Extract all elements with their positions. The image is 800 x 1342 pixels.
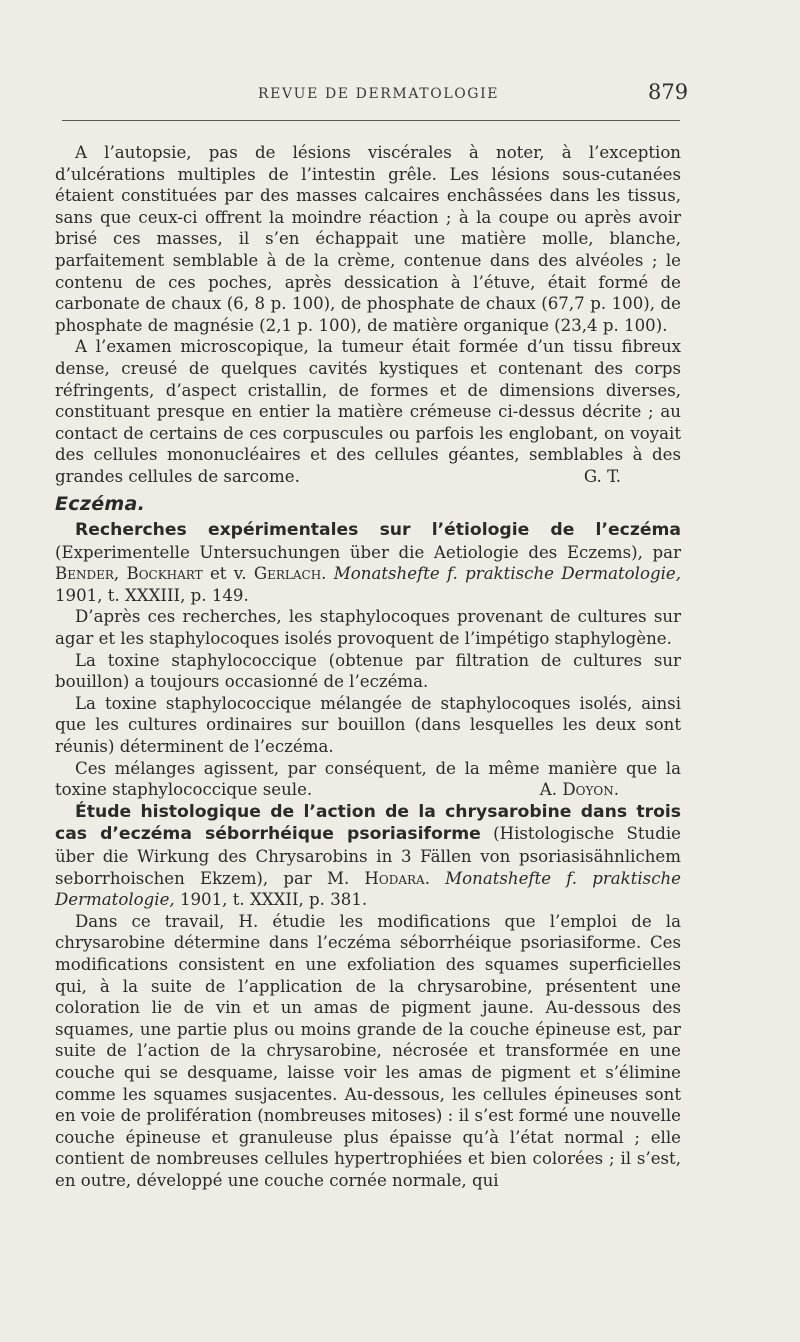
article-paragraph: D’après ces recherches, les staphylocoques provenant de cultures sur agar et les staphylocoques isolés provoquent de l’impétigo staphylogène. (55, 607, 681, 649)
header-rule (62, 120, 680, 121)
separator: . (424, 868, 446, 888)
article-heading-etiology (55, 519, 681, 606)
article-paragraph: La toxine staphylococcique (obtenue par filtration de cultures sur bouillon) a toujours occasionné de l’eczéma. (55, 650, 681, 692)
author-name: Bender (55, 564, 114, 584)
separator: et v. (202, 564, 254, 584)
paragraph-microscopy (55, 336, 681, 487)
article-title: Recherches expérimentales sur l’étiologie de l’eczéma (75, 520, 681, 541)
page-number: 879 (648, 80, 689, 104)
article-paragraph: Dans ce travail, H. étudie les modifications que l’emploi de la chrysarobine détermine dans l’eczéma séborrhéique psoriasiforme. Ces modifications consistent en une exfoliation des squames superficielles qui, à la suite de l’application de la chrysarobine, présentent une coloration lie de vin et un amas de pigment jaune. Au-dessous des squames, une partie plus ou moins grande de la couche épineuse est, par suite de l’action de la chrysarobine, nécrosée et transformée en une couche qui se desquame, laisse voir les amas de pigment et s’élimine comme les squames susjacentes. Au-dessous, les cellules épineuses sont en voie de prolifération (nombreuses mitoses) : il s’est formé une nouvelle couche épineuse et granuleuse plus épaisse qu’à l’état normal ; elle contient de nombreuses cellules hypertrophiées et bien colorées ; il s’est, en outre, développé une couche cornée normale, qui (55, 911, 681, 1190)
journal-reference: 1901, t. XXXIII, p. 149. (55, 585, 249, 605)
separator: . (321, 564, 334, 584)
section-title-eczema: Eczéma. (55, 492, 146, 515)
separator: , (113, 564, 127, 584)
journal-reference: 1901, t. XXXII, p. 381. (174, 890, 368, 910)
article-subtitle: (Histologische Studie über die Wirkung des Chrysarobins in 3 Fällen von psoriasisähnlichem seborrhoischen Ekzem), par M. (55, 824, 681, 888)
article-title: Étude histologique de l’action de la chrysarobine dans trois cas d’eczéma séborrhéique psoriasiforme (55, 801, 681, 845)
signature-gt: G. T. (583, 466, 621, 486)
author-name: Hodara (364, 868, 425, 888)
paragraph-autopsy: A l’autopsie, pas de lésions viscérales à noter, à l’exception d’ulcérations multiples de l’intestin grêle. Les lésions sous-cutanées étaient constituées par des masses calcaires enchâssées dans les tissus, sans que ceux-ci offrent la moindre réaction ; à la coupe ou après avoir brisé ces masses, il s’en échappait une matière molle, blanche, parfaitement semblable à de la crème, contenue dans des alvéoles ; le contenu de ces poches, après dessication à l’étuve, était formé de carbonate de chaux (6, 8 p. 100), de phosphate de chaux (67,7 p. 100), de phosphate de magnésie (2,1 p. 100), de matière organique (23,4 p. 100). (55, 143, 681, 335)
article-paragraph (55, 758, 681, 801)
author-name: Gerlach (253, 564, 322, 584)
journal-name: Monatshefte f. praktische Dermatologie, (333, 564, 681, 584)
article-paragraph: La toxine staphylococcique mélangée de staphylocoques isolés, ainsi que les cultures ordinaires sur bouillon (dans lesquelles les deux sont réunis) déterminent de l’eczéma. (55, 693, 681, 757)
signature-doyon: A. Doyon. (539, 780, 619, 800)
article-paragraph-text: Ces mélanges agissent, par conséquent, de la même manière que la toxine staphylococcique seule. (55, 758, 681, 800)
author-name: Bockhart (126, 564, 203, 584)
journal-name: Monatshefte f. praktische Dermatologie, (55, 868, 681, 910)
page-body (55, 142, 681, 1192)
paragraph-microscopy-text: A l’examen microscopique, la tumeur était formée d’un tissu fibreux dense, creusé de quelques cavités kystiques et contenant des corps réfringents, d’aspect cristallin, de formes et de dimensions diverses, constituant presque en entier la matière crémeuse ci-dessus décrite ; au contact de certains de ces corpuscules ou parfois les englobant, on voyait des cellules mononucléaires et des cellules géantes, semblables à des grandes cellules de sarcome. (55, 337, 681, 486)
running-title: REVUE DE DERMATOLOGIE (258, 86, 500, 102)
article-heading-chrysarobine (55, 801, 681, 911)
article-subtitle: (Experimentelle Untersuchungen über die Aetiologie des Eczems), par (55, 542, 681, 562)
